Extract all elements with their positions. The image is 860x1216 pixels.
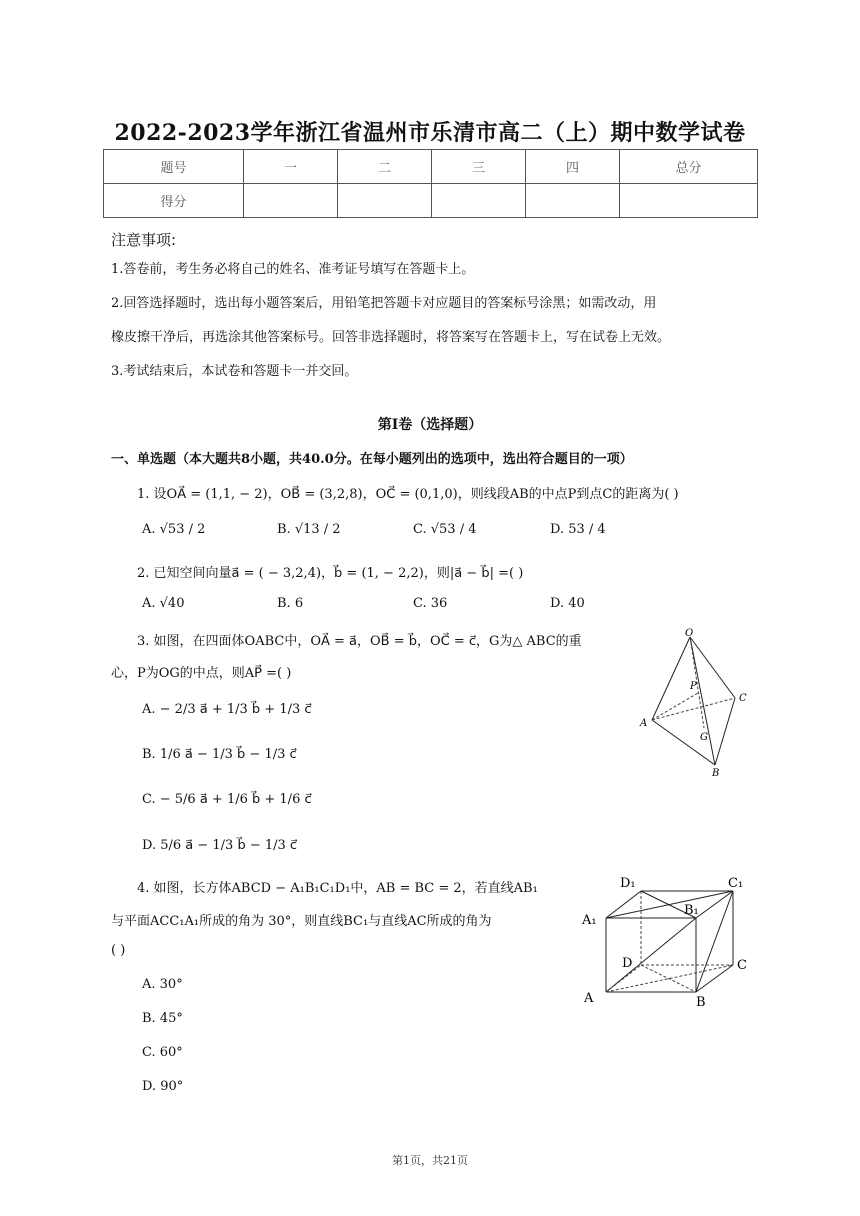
notice-item: 2.回答选择题时，选出每小题答案后，用铅笔把答题卡对应题目的答案标号涂黑；如需改动，用 [111,296,657,311]
segment-ap [652,693,698,720]
notice-item: 3.考试结束后，本试卷和答题卡一并交回。 [111,364,358,379]
edge-oc [690,637,735,698]
part-title: 一、单选题（本大题共8小题，共40.0分。在每小题列出的选项中，选出符合题目的一项） [111,452,633,467]
vertex-label-a1: A₁ [582,913,597,928]
question-4-text-line3: ( ) [111,943,126,958]
question-3-text-line1: 3. 如图，在四面体OABC中，OA⃗ = a⃗，OB⃗ = b⃗，OC⃗ = c⃗，G为△ ABC的重 [137,634,582,649]
edge-oa [652,637,690,720]
question-4-text-line2: 与平面ACC₁A₁所成的角为 30°，则直线BC₁与直线AC所成的角为 [111,914,492,929]
page-footer: 第1页，共21页 [392,1154,468,1167]
vertex-label-b: B [712,768,720,779]
question-3-option-c: C. − 5/6 a⃗ + 1/6 b⃗ + 1/6 c⃗ [142,792,312,807]
question-2-option-d: D. 40 [550,596,585,611]
question-4-option-b: B. 45° [142,1011,183,1026]
vertex-label-b1: B₁ [684,903,699,918]
question-2-option-a: A. √40 [142,596,185,611]
vertex-label-d1: D₁ [620,876,636,891]
score-header-cell: 四 [526,150,620,184]
score-table-header-row [104,150,758,184]
vertex-label-b: B [696,995,706,1010]
question-1-option-d: D. 53 / 4 [550,522,606,537]
question-2-option-c: C. 36 [413,596,448,611]
score-header-cell: 三 [432,150,526,184]
section-title: 第I卷（选择题） [377,417,483,433]
score-header-cell: 一 [244,150,338,184]
question-4-option-a: A. 30° [142,977,183,992]
vertex-label-o: O [685,628,694,639]
question-3-option-d: D. 5/6 a⃗ − 1/3 b⃗ − 1/3 c⃗ [142,838,298,853]
score-cell [620,184,758,218]
score-table [103,149,758,218]
question-1-text: 1. 设OA⃗ = (1,1, − 2)，OB⃗ = (3,2,8)，OC⃗ = (0,1,0)，则线段AB的中点P到点C的距离为( ) [137,487,679,502]
question-4-option-d: D. 90° [142,1079,184,1094]
notice-item: 1.答卷前，考生务必将自己的姓名、准考证号填写在答题卡上。 [111,262,475,277]
exam-title: 2022-2023学年浙江省温州市乐清市高二（上）期中数学试卷 [114,120,746,146]
score-cell [338,184,432,218]
vertex-label-c1: C₁ [728,876,744,891]
score-table-score-row [104,184,758,218]
diag-bc1 [696,891,733,992]
notice-heading: 注意事项: [111,231,177,249]
question-4-text-line1: 4. 如图，长方体ABCD − A₁B₁C₁D₁中，AB = BC = 2，若直线AB₁ [137,881,538,896]
question-3-text-line2: 心，P为OG的中点，则AP⃗ =( ) [111,666,292,681]
question-1-option-c: C. √53 / 4 [413,522,477,537]
score-row-label: 得分 [104,184,244,218]
diag-db-hidden [641,965,696,992]
diag-ab1 [606,918,696,992]
score-cell [432,184,526,218]
question-2-option-b: B. 6 [277,596,304,611]
point-label-g: G [700,732,708,743]
notice-item: 橡皮擦干净后，再选涂其他答案标号。回答非选择题时，将答案写在答题卡上，写在试卷上无效。 [111,330,671,345]
question-1-option-b: B. √13 / 2 [277,522,341,537]
score-cell [244,184,338,218]
question-1-option-a: A. √53 / 2 [142,522,206,537]
vertex-label-c: C [737,958,747,973]
edge-cb [715,698,735,765]
tetrahedron-figure [630,625,760,780]
question-2-text: 2. 已知空间向量a⃗ = ( − 3,2,4)，b⃗ = (1, − 2,2)，则|a⃗ − b⃗| =( ) [137,566,524,581]
question-3-option-b: B. 1/6 a⃗ − 1/3 b⃗ − 1/3 c⃗ [142,747,297,762]
vertex-label-a: A [584,991,594,1006]
question-4-option-c: C. 60° [142,1045,183,1060]
vertex-label-d: D [622,956,633,971]
score-header-cell: 二 [338,150,432,184]
vertex-label-a: A [640,718,648,729]
edge-ob [690,637,715,765]
point-label-p: P [690,681,697,692]
question-3-option-a: A. − 2/3 a⃗ + 1/3 b⃗ + 1/3 c⃗ [142,702,312,717]
cuboid-figure [578,870,758,1015]
edge-ac-hidden [652,698,735,720]
score-cell [526,184,620,218]
score-header-cell: 总分 [620,150,758,184]
score-header-cell: 题号 [104,150,244,184]
vertex-label-c: C [739,693,747,704]
